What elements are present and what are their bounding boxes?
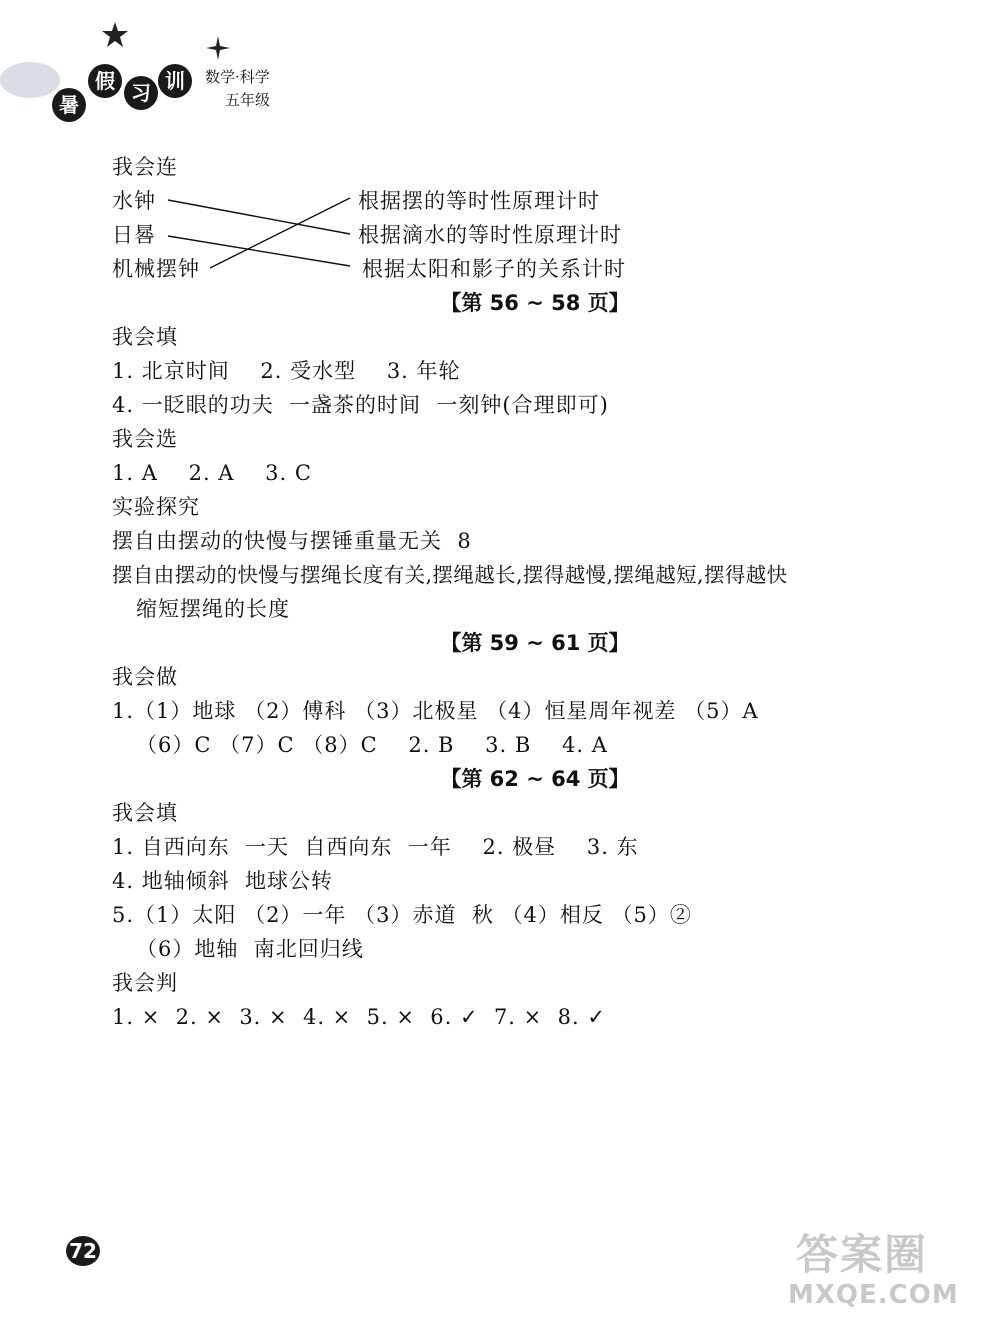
section-title: 我会做 — [112, 665, 178, 689]
section-title: 我会填 — [112, 801, 178, 825]
page-number: 72 — [66, 1236, 100, 1266]
logo-char: 习 — [124, 76, 158, 110]
page-reference-text: 【第 59 ~ 61 页】 — [440, 631, 630, 655]
match-right-item: 根据滴水的等时性原理计时 — [358, 223, 622, 247]
header-subject: 数学·科学 — [205, 68, 270, 86]
match-left-item: 机械摆钟 — [112, 257, 200, 281]
answer-line: （6）地轴 南北回归线 — [136, 937, 364, 961]
match-line — [168, 200, 350, 234]
answer-line: 1. × 2. × 3. × 4. × 5. × 6. ✓ 7. × 8. ✓ — [112, 1005, 606, 1029]
section-title: 我会填 — [112, 325, 178, 349]
header-grade: 五年级 — [225, 91, 271, 109]
match-left-item: 水钟 — [112, 189, 156, 213]
section-title: 我会判 — [112, 971, 178, 995]
answer-line: 4. 一眨眼的功夫 一盏茶的时间 一刻钟(合理即可) — [112, 393, 609, 417]
page-reference-text: 【第 62 ~ 64 页】 — [440, 767, 630, 791]
section-title: 我会选 — [112, 427, 178, 451]
page-reference — [0, 288, 1000, 318]
answer-line: 摆自由摆动的快慢与摆锤重量无关 8 — [112, 529, 472, 553]
page-reference-text: 【第 56 ~ 58 页】 — [440, 291, 630, 315]
answer-line: 5.（1）太阳 （2）一年 （3）赤道 秋 （4）相反 （5）② — [112, 903, 692, 927]
answer-line: 摆自由摆动的快慢与摆绳长度有关,摆绳越长,摆得越慢,摆绳越短,摆得越快 — [112, 563, 788, 587]
answer-line: 1. A 2. A 3. C — [112, 461, 312, 485]
match-right-item: 根据太阳和影子的关系计时 — [362, 257, 626, 281]
answer-line: 4. 地轴倾斜 地球公转 — [112, 869, 334, 893]
answer-line: （6）C （7）C （8）C 2. B 3. B 4. A — [136, 733, 608, 757]
answer-line: 缩短摆绳的长度 — [136, 597, 290, 621]
match-lines — [0, 0, 1000, 300]
answer-line: 1. 北京时间 2. 受水型 3. 年轮 — [112, 359, 461, 383]
page-reference — [0, 764, 1000, 794]
match-line — [168, 236, 350, 266]
match-left-item: 日晷 — [112, 223, 156, 247]
answer-line: 1. 自西向东 一天 自西向东 一年 2. 极昼 3. 东 — [112, 835, 639, 859]
watermark-url: MXQE.COM — [788, 1280, 959, 1310]
logo-char: 暑 — [52, 88, 86, 122]
watermark — [768, 1218, 993, 1318]
section-title: 实验探究 — [112, 495, 200, 519]
logo-char: 训 — [158, 64, 192, 98]
section-title: 我会连 — [112, 155, 178, 179]
page-reference — [0, 628, 1000, 658]
answer-line: 1.（1）地球 （2）傅科 （3）北极星 （4）恒星周年视差 （5）A — [112, 699, 759, 723]
watermark-text: 答案圈 — [796, 1230, 929, 1279]
match-line — [210, 198, 350, 268]
match-right-item: 根据摆的等时性原理计时 — [358, 189, 600, 213]
logo-char: 假 — [88, 64, 122, 98]
